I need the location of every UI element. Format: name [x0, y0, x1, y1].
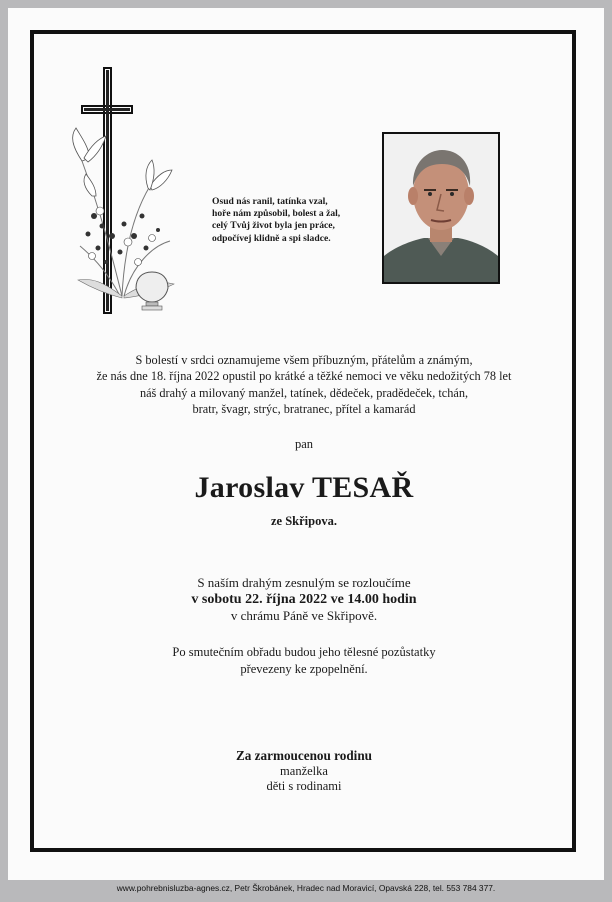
farewell-intro: S naším drahým zesnulým se rozloučíme [197, 575, 411, 590]
poem-line: celý Tvůj život byla jen práce, [212, 220, 335, 232]
memorial-poem [212, 196, 382, 245]
deceased-name: Jaroslav TESAŘ [194, 471, 414, 504]
poem-line: Osud nás ranil, tatínka vzal, [212, 196, 328, 207]
farewell-place: v chrámu Páně ve Skřipově. [230, 608, 378, 623]
deceased-origin: ze Skřipova. [271, 514, 337, 528]
poem-line: odpočívej klidně a spi sladce. [212, 232, 331, 244]
family-signature [38, 748, 570, 795]
portrait-photo [382, 132, 500, 284]
remains-line: Po smutečním obřadu budou jeho tělesné pozůstatky [172, 645, 436, 659]
farewell-info [38, 575, 570, 625]
poem-line: hoře nám způsobil, bolest a žal, [212, 208, 341, 220]
remains-line: převezeny ke zpopelnění. [240, 661, 368, 676]
cross-with-lilies-icon [62, 66, 182, 326]
announcement-line: náš drahý a milovaný manžel, tatínek, dědeček, pradědeček, tchán, [139, 385, 469, 400]
obituary-sheet [8, 8, 604, 880]
honorific: pan [294, 437, 314, 451]
announcement-line: že nás dne 18. října 2022 opustil po krátké a těžké nemoci ve věku nedožitých 78 let [96, 369, 512, 384]
announcement-line: S bolestí v srdci oznamujeme všem příbuzným, přátelům a známým, [135, 353, 473, 367]
family-member: děti s rodinami [266, 779, 342, 793]
remains-info [38, 644, 570, 677]
family-member: manželka [280, 763, 328, 778]
farewell-datetime: v sobotu 22. října 2022 ve 14.00 hodin [191, 591, 417, 607]
death-announcement [38, 352, 570, 417]
family-heading: Za zarmoucenou rodinu [235, 748, 373, 763]
announcement-line: bratr, švagr, strýc, bratranec, přítel a kamarád [192, 401, 416, 416]
funeral-service-footer: www.pohrebnisluzba-agnes.cz, Petr Škrobánek, Hradec nad Moravicí, Opavská 228, tel. 553 784 377. [116, 883, 496, 893]
